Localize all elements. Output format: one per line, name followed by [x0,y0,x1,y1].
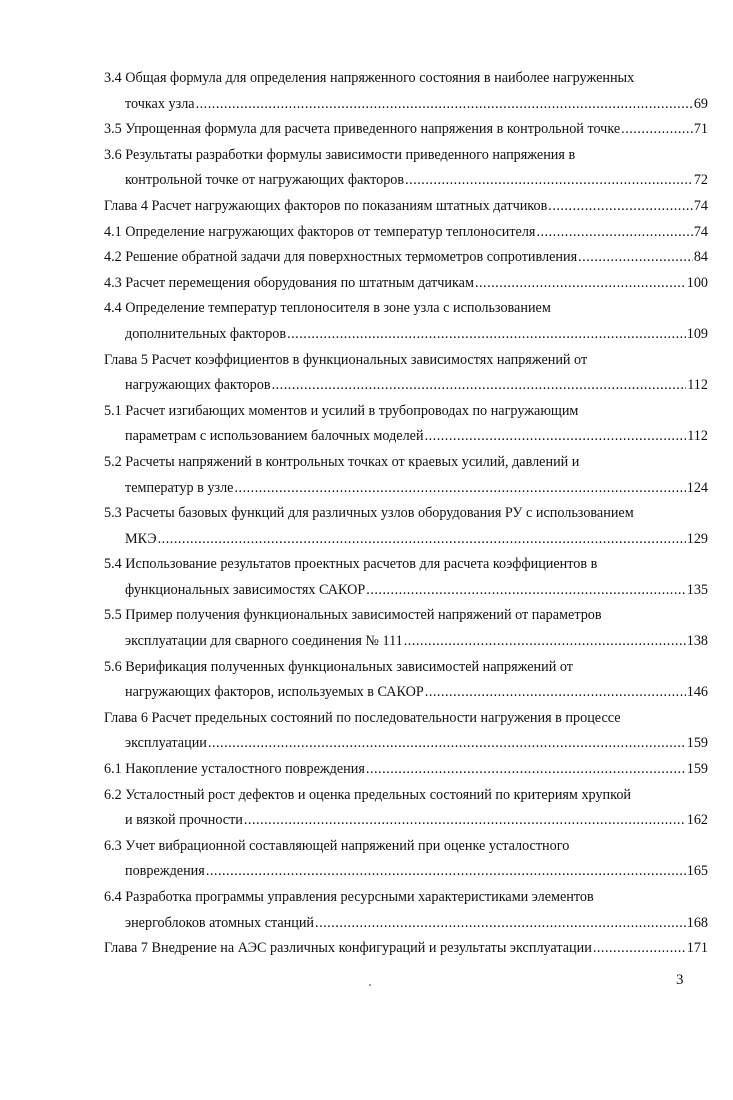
toc-page-number: 71 [693,121,708,138]
toc-entry-text: 6.4 Разработка программы управления ресурсными характеристиками элементов [104,889,594,905]
dot-leader [366,578,685,604]
dot-leader [287,322,686,348]
toc-entry-text: контрольной точке от нагружающих факторов [125,172,405,189]
toc-page-number: 162 [686,812,708,829]
toc-entry[interactable] [104,936,708,962]
toc-entry[interactable] [104,834,708,885]
toc-entry-text: 5.3 Расчеты базовых функций для различных узлов оборудования РУ с использованием [104,505,634,522]
scan-speck [369,984,371,986]
toc-entry-text: Глава 6 Расчет предельных состояний по последовательности нагружения в процессе [104,709,621,726]
toc-entry-text: 4.4 Определение температур теплоносителя в зоне узла с использованием [104,300,551,317]
toc-entry[interactable] [104,143,708,194]
dot-leader [425,424,687,450]
toc-entry[interactable] [104,450,708,501]
dot-leader [621,117,693,143]
toc-entry-text: нагружающих факторов [125,377,271,394]
dot-leader [536,220,692,246]
toc-entry[interactable] [104,783,708,834]
toc-entry[interactable] [104,117,708,143]
dot-leader [593,936,686,962]
dot-leader [234,476,685,502]
dot-leader [315,911,686,937]
toc-entry-text: МКЭ [125,530,157,547]
toc-entry-text: 6.3 Учет вибрационной составляющей напряжений при оценке усталостного [104,837,570,854]
toc-entry-text: эксплуатации для сварного соединения № 111 [125,633,403,650]
toc-entry[interactable] [104,66,708,117]
toc-entry-text: 3.6 Результаты разработки формулы зависимости приведенного напряжения в [104,146,576,163]
toc-entry-text: 5.5 Пример получения функциональных зависимостей напряжений от параметров [104,607,602,624]
toc-entry-text: 3.5 Упрощенная формула для расчета приведенного напряжения в контрольной точке [104,121,621,138]
toc-page-number: 74 [693,197,708,214]
toc-page-number: 159 [686,735,708,752]
toc-entry-text: Глава 5 Расчет коэффициентов в функциональных зависимостях напряжений от [104,351,588,368]
toc-page-number: 129 [686,530,708,547]
toc-page-number: 74 [693,223,708,240]
toc-page-number: 72 [693,172,708,189]
toc-entry[interactable] [104,348,708,399]
toc-entry[interactable] [104,220,708,246]
toc-entry[interactable] [104,552,708,603]
toc-page-number: 168 [686,914,708,931]
toc-page-number: 171 [686,940,708,957]
toc-page-number: 69 [693,95,708,112]
page-number: 3 [676,972,684,988]
dot-leader [404,629,686,655]
toc-entry-text: функциональных зависимостях САКОР [125,581,366,598]
toc-entry-text: 6.1 Накопление усталостного повреждения [104,761,365,778]
toc-entry-text: 6.2 Усталостный рост дефектов и оценка предельных состояний по критериям хрупкой [104,786,632,803]
toc-page-number: 165 [686,863,708,880]
toc-entry[interactable] [104,271,708,297]
toc-entry-text: 5.4 Использование результатов проектных расчетов для расчета коэффициентов в [104,556,598,573]
toc-entry-text: повреждения [125,863,205,880]
table-of-contents [104,66,708,962]
toc-page-number: 124 [686,479,708,496]
toc-page-number: 135 [686,581,708,598]
toc-entry-text: 4.3 Расчет перемещения оборудования по штатным датчикам [104,274,474,291]
dot-leader [206,859,686,885]
toc-entry-text: 4.1 Определение нагружающих факторов от температур теплоносителя [104,223,536,240]
toc-entry[interactable] [104,245,708,271]
dot-leader [425,680,686,706]
dot-leader [158,527,686,553]
toc-entry-text: 3.4 Общая формула для определения напряженного состояния в наиболее нагруженных [104,70,635,86]
toc-entry[interactable] [104,501,708,552]
dot-leader [208,731,686,757]
toc-entry[interactable] [104,885,708,936]
toc-entry-text: эксплуатации [125,735,207,752]
toc-page-number: 112 [687,428,708,445]
toc-entry-text: нагружающих факторов, используемых в САКОР [125,684,424,701]
toc-entry-text: и вязкой прочности [125,812,243,829]
dot-leader [548,194,693,220]
toc-page-number: 159 [686,761,708,778]
toc-entry-text: 5.1 Расчет изгибающих моментов и усилий в трубопроводах по нагружающим [104,402,579,419]
toc-page-number: 109 [686,325,708,342]
toc-entry[interactable] [104,706,708,757]
toc-page-number: 100 [686,274,708,291]
toc-entry-text: 4.2 Решение обратной задачи для поверхностных термометров сопротивления [104,249,578,266]
toc-entry-text: энергоблоков атомных станций [125,914,315,931]
toc-entry-text: Глава 7 Внедрение на АЭС различных конфигураций и результаты эксплуатации [104,940,592,957]
toc-entry-text: Глава 4 Расчет нагружающих факторов по показаниям штатных датчиков [104,197,548,214]
toc-entry-text: точках узла [125,95,195,112]
toc-page-number: 138 [686,633,708,650]
toc-entry[interactable] [104,603,708,654]
toc-entry-text: 5.6 Верификация полученных функциональных зависимостей напряжений от [104,658,573,675]
dot-leader [366,757,686,783]
toc-entry-text: параметрам с использованием балочных моделей [125,428,424,445]
toc-page-number: 112 [687,377,708,394]
toc-entry[interactable] [104,757,708,783]
toc-entry-text: температур в узле [125,479,234,496]
toc-page-number: 84 [693,249,708,266]
dot-leader [272,373,687,399]
dot-leader [578,245,693,271]
toc-entry[interactable] [104,194,708,220]
toc-entry[interactable] [104,655,708,706]
toc-entry-text: дополнительных факторов [125,325,287,342]
dot-leader [244,808,686,834]
toc-entry[interactable] [104,399,708,450]
toc-entry-text: 5.2 Расчеты напряжений в контрольных точках от краевых усилий, давлений и [104,453,580,470]
dot-leader [475,271,686,297]
dot-leader [196,92,693,118]
dot-leader [405,168,693,194]
toc-entry[interactable] [104,296,708,347]
toc-page-number: 146 [686,684,708,701]
